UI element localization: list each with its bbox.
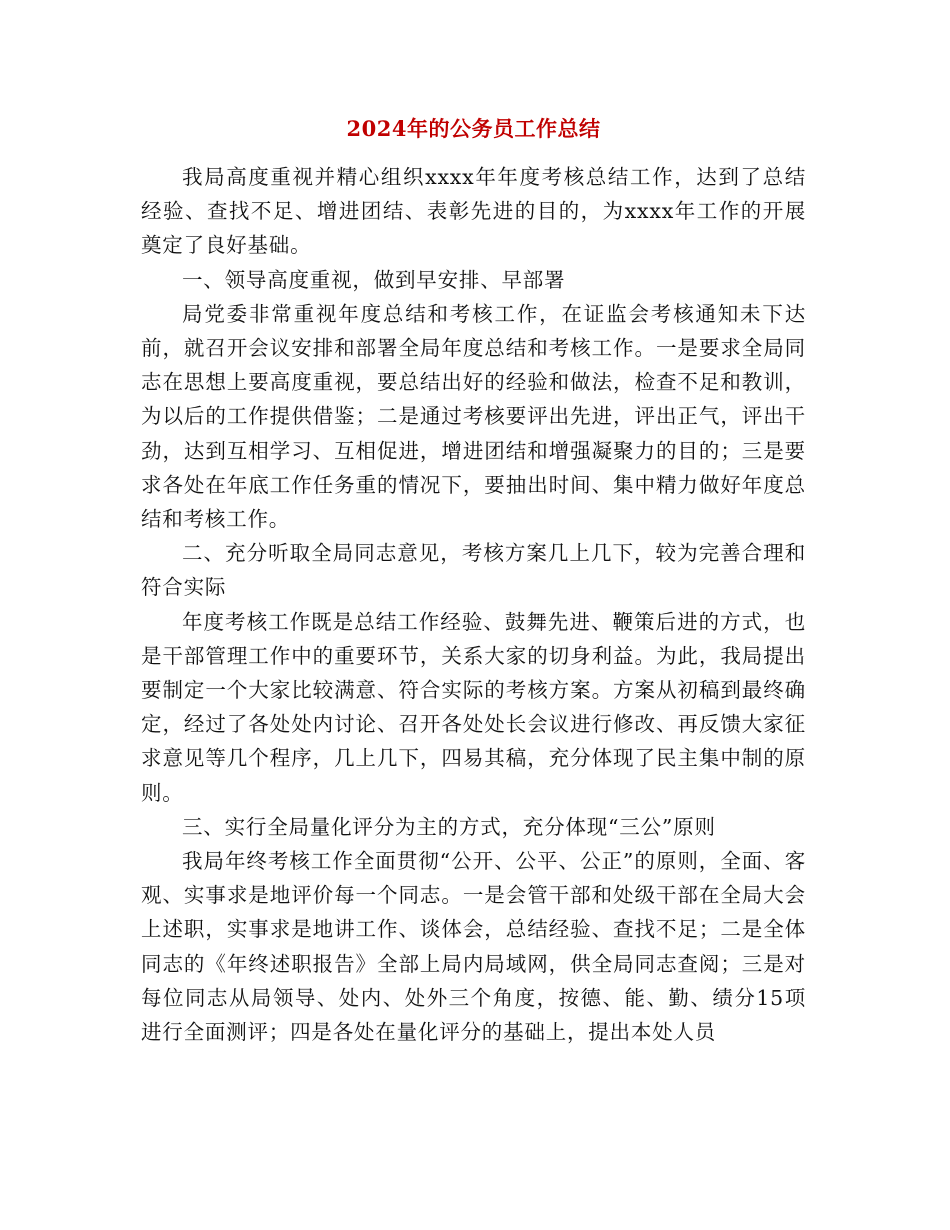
section-heading-1: 一、领导高度重视，做到早安排、早部署 (182, 267, 566, 292)
section-heading-3: 三、实行全局量化评分为主的方式，充分体现“三公”原则 (182, 814, 716, 839)
paragraph-section-2: 年度考核工作既是总结工作经验、鼓舞先进、鞭策后进的方式，也是干部管理工作中的重要环节，关系大家的切身利益。为此，我局提出要制定一个大家比较满意、符合实际的考核方案。方案从初稿到最终确定，经过了各处处内讨论、召开各处处长会议进行修改、再反馈大家征求意见等几个程序，几上几下，四易其稿，充分体现了民主集中制的原则。 (141, 609, 806, 805)
document-title: 2024年的公务员工作总结 (346, 116, 601, 141)
section-heading-2: 二、充分听取全局同志意见，考核方案几上几下，较为完善合理和符合实际 (141, 541, 806, 600)
document-body (141, 160, 806, 1049)
paragraph-intro: 我局高度重视并精心组织xxxx年年度考核总结工作，达到了总结经验、查找不足、增进团结、表彰先进的目的，为xxxx年工作的开展奠定了良好基础。 (141, 165, 806, 258)
paragraph-section-3: 我局年终考核工作全面贯彻“公开、公平、公正”的原则，全面、客观、实事求是地评价每一个同志。一是会管干部和处级干部在全局大会上述职，实事求是地讲工作、谈体会，总结经验、查找不足；二是全体同志的《年终述职报告》全部上局内局域网，供全局同志查阅；三是对每位同志从局领导、处内、处外三个角度，按德、能、勤、绩分15项进行全面测评；四是各处在量化评分的基础上，提出本处人员 (141, 849, 806, 1045)
paragraph-section-1: 局党委非常重视年度总结和考核工作，在证监会考核通知未下达前，就召开会议安排和部署全局年度总结和考核工作。一是要求全局同志在思想上要高度重视，要总结出好的经验和做法，检查不足和教训，为以后的工作提供借鉴；二是通过考核要评出先进，评出正气，评出干劲，达到互相学习、互相促进，增进团结和增强凝聚力的目的；三是要求各处在年底工作任务重的情况下，要抽出时间、集中精力做好年度总结和考核工作。 (141, 301, 806, 532)
